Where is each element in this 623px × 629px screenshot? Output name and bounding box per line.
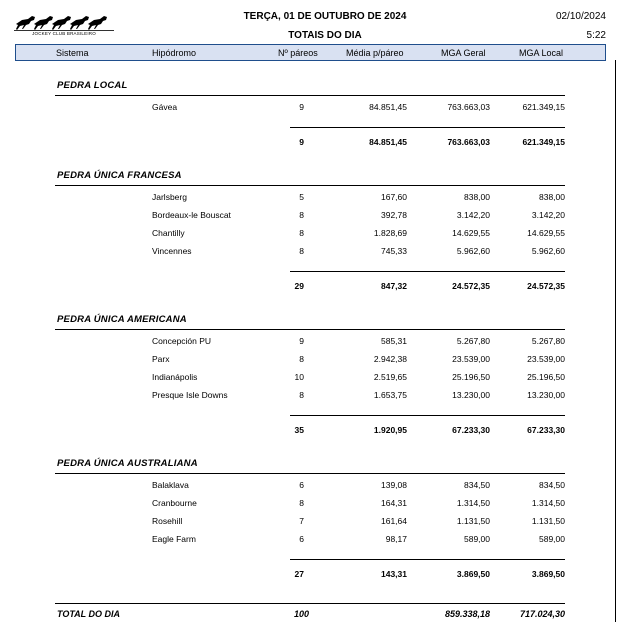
subtotal-media: 84.851,45	[369, 137, 407, 147]
column-header-mga-local: MGA Local	[519, 48, 564, 58]
table-cell-hipodromo: Rosehill	[152, 516, 183, 526]
column-header-bar	[15, 44, 606, 61]
logo-text: JOCKEY CLUB BRASILEIRO	[32, 31, 96, 36]
section-divider	[55, 185, 565, 186]
table-cell-hipodromo: Cranbourne	[152, 498, 197, 508]
table-cell-pareos: 6	[299, 480, 304, 490]
section-divider	[55, 473, 565, 474]
table-cell-pareos: 8	[299, 246, 304, 256]
section-title: PEDRA ÚNICA AUSTRALIANA	[57, 458, 198, 469]
racing-horses-logo-icon	[14, 12, 114, 31]
table-cell-mga-local: 3.142,20	[531, 210, 565, 220]
table-cell-mga-local: 1.131,50	[531, 516, 565, 526]
table-cell-hipodromo: Parx	[152, 354, 170, 364]
table-cell-pareos: 5	[299, 192, 304, 202]
jockey-club-logo	[14, 12, 114, 40]
table-cell-hipodromo: Bordeaux-le Bouscat	[152, 210, 231, 220]
table-cell-mga-local: 13.230,00	[527, 390, 565, 400]
table-cell-hipodromo: Eagle Farm	[152, 534, 196, 544]
column-header-pareos: Nº páreos	[278, 48, 318, 58]
subtotal-mga-geral: 67.233,30	[452, 425, 490, 435]
table-cell-hipodromo: Concepción PU	[152, 336, 212, 346]
table-cell-media: 745,33	[381, 246, 407, 256]
table-cell-pareos: 8	[299, 228, 304, 238]
table-cell-pareos: 8	[299, 354, 304, 364]
subtotal-pareos: 35	[294, 425, 304, 435]
section-title: PEDRA LOCAL	[57, 80, 128, 91]
section-title: PEDRA ÚNICA AMERICANA	[57, 314, 187, 325]
table-cell-media: 585,31	[381, 336, 407, 346]
table-cell-pareos: 9	[299, 336, 304, 346]
table-cell-mga-local: 5.962,60	[531, 246, 565, 256]
table-cell-pareos: 7	[299, 516, 304, 526]
table-cell-pareos: 9	[299, 102, 304, 112]
table-cell-mga-local: 1.314,50	[531, 498, 565, 508]
table-cell-mga-local: 14.629,55	[527, 228, 565, 238]
table-cell-mga-local: 834,50	[539, 480, 565, 490]
table-cell-media: 139,08	[381, 480, 407, 490]
table-cell-mga-geral: 834,50	[464, 480, 490, 490]
column-header-media: Média p/páreo	[346, 48, 404, 58]
table-cell-pareos: 8	[299, 390, 304, 400]
table-cell-mga-geral: 25.196,50	[452, 372, 490, 382]
table-cell-mga-local: 838,00	[539, 192, 565, 202]
table-cell-media: 1.653,75	[373, 390, 407, 400]
table-cell-mga-geral: 1.131,50	[456, 516, 490, 526]
subtotal-pareos: 9	[299, 137, 304, 147]
table-cell-pareos: 8	[299, 498, 304, 508]
table-cell-mga-geral: 838,00	[464, 192, 490, 202]
subtotal-media: 1.920,95	[373, 425, 407, 435]
table-cell-media: 161,64	[381, 516, 407, 526]
report-title: TERÇA, 01 DE OUTUBRO DE 2024	[243, 11, 407, 22]
table-cell-media: 84.851,45	[369, 102, 407, 112]
subtotal-mga-local: 3.869,50	[531, 569, 565, 579]
table-cell-mga-geral: 1.314,50	[456, 498, 490, 508]
grand-total-divider	[55, 603, 565, 604]
table-cell-mga-local: 621.349,15	[522, 102, 565, 112]
subtotal-media: 143,31	[381, 569, 407, 579]
subtotal-divider	[290, 415, 565, 416]
table-cell-media: 167,60	[381, 192, 407, 202]
table-cell-mga-geral: 13.230,00	[452, 390, 490, 400]
subtotal-mga-local: 24.572,35	[527, 281, 565, 291]
table-cell-mga-local: 23.539,00	[527, 354, 565, 364]
subtotal-divider	[290, 127, 565, 128]
table-cell-hipodromo: Chantilly	[152, 228, 185, 238]
report-subtitle: TOTAIS DO DIA	[288, 30, 362, 41]
table-cell-mga-geral: 5.962,60	[456, 246, 490, 256]
column-header-mga-geral: MGA Geral	[441, 48, 486, 58]
table-cell-pareos: 10	[294, 372, 304, 382]
table-cell-mga-local: 25.196,50	[527, 372, 565, 382]
subtotal-pareos: 27	[294, 569, 304, 579]
table-cell-mga-geral: 5.267,80	[456, 336, 490, 346]
table-cell-mga-geral: 763.663,03	[447, 102, 490, 112]
table-cell-media: 2.519,65	[373, 372, 407, 382]
subtotal-mga-geral: 3.869,50	[456, 569, 490, 579]
table-cell-pareos: 6	[299, 534, 304, 544]
table-cell-hipodromo: Indianápolis	[152, 372, 198, 382]
table-cell-hipodromo: Presque Isle Downs	[152, 390, 228, 400]
table-cell-mga-local: 589,00	[539, 534, 565, 544]
table-cell-hipodromo: Gávea	[152, 102, 178, 112]
table-cell-media: 392,78	[381, 210, 407, 220]
table-cell-hipodromo: Balaklava	[152, 480, 189, 490]
table-cell-mga-geral: 23.539,00	[452, 354, 490, 364]
table-cell-mga-geral: 14.629,55	[452, 228, 490, 238]
subtotal-mga-local: 67.233,30	[527, 425, 565, 435]
section-divider	[55, 95, 565, 96]
table-cell-media: 98,17	[385, 534, 407, 544]
column-header-hipodromo: Hipódromo	[152, 48, 197, 58]
table-cell-mga-geral: 589,00	[464, 534, 490, 544]
subtotal-mga-geral: 24.572,35	[452, 281, 490, 291]
table-cell-pareos: 8	[299, 210, 304, 220]
grand-total-pareos: 100	[293, 609, 309, 619]
subtotal-divider	[290, 559, 565, 560]
table-cell-mga-geral: 3.142,20	[456, 210, 490, 220]
subtotal-mga-local: 621.349,15	[522, 137, 565, 147]
grand-total-label: TOTAL DO DIA	[57, 609, 120, 619]
subtotal-media: 847,32	[381, 281, 407, 291]
table-cell-mga-local: 5.267,80	[531, 336, 565, 346]
report-time: 5:22	[586, 30, 606, 41]
table-cell-media: 1.828,69	[373, 228, 407, 238]
subtotal-pareos: 29	[294, 281, 304, 291]
report-date: 02/10/2024	[555, 11, 606, 22]
grand-total-mga-geral: 859.338,18	[444, 609, 490, 619]
grand-total-mga-local: 717.024,30	[519, 609, 565, 619]
right-border	[615, 60, 616, 622]
table-cell-media: 2.942,38	[373, 354, 407, 364]
table-cell-hipodromo: Jarlsberg	[152, 192, 187, 202]
subtotal-mga-geral: 763.663,03	[447, 137, 490, 147]
section-divider	[55, 329, 565, 330]
column-header-sistema: Sistema	[56, 48, 89, 58]
table-cell-media: 164,31	[381, 498, 407, 508]
table-cell-hipodromo: Vincennes	[152, 246, 192, 256]
subtotal-divider	[290, 271, 565, 272]
section-title: PEDRA ÚNICA FRANCESA	[57, 170, 182, 181]
